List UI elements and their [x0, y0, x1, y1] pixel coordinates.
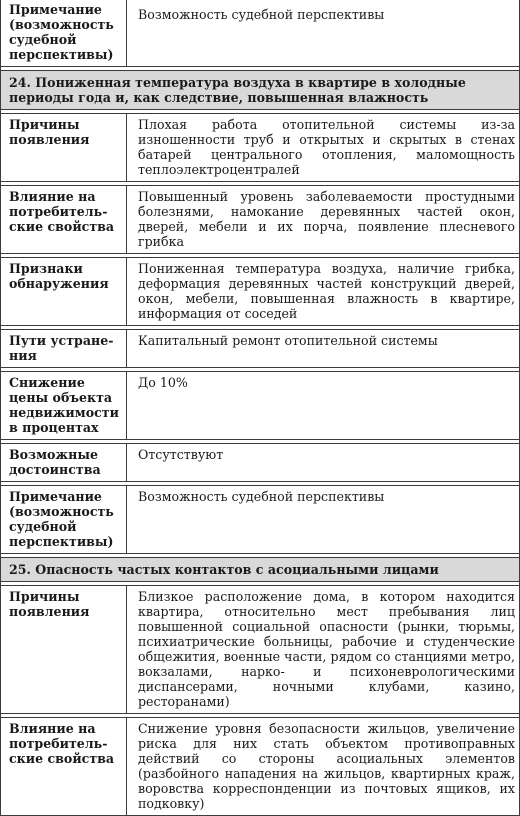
row-value-cell	[127, 586, 520, 714]
table-row	[1, 718, 520, 816]
row-value-cell	[127, 372, 520, 440]
row-value: Близкое расположение дома, в котором находится квартира, относительно мест пребывания лиц повышенной социальной опасности (рынки, тюрьмы, психиатрические больницы, рабочие и студенческие общежития, военные части, рядом со станциями метро, вокзалами, нарко- и психоневрологическими диспансерами, ночными клубами, казино, ресторанами)	[138, 589, 515, 709]
row-value: Повышенный уровень заболеваемости простудными болезнями, намокание деревянных частей окон, дверей, мебели и их порча, появление плесневого грибка	[138, 189, 515, 249]
row-value: Пониженная температура воздуха, наличие грибка, деформация деревянных частей конструкций дверей, окон, мебели, повышенная влажность в квартире, информация от соседей	[138, 261, 515, 321]
table-row	[1, 372, 520, 440]
row-label-cell	[1, 586, 127, 714]
row-value: Отсутствуют	[138, 447, 224, 462]
row-value: Плохая работа отопительной системы из-за изношенности труб и открытых и скрытых в стенах батарей центрального отопления, маломощность теплоэлектроцентралей	[138, 117, 515, 177]
table-row	[1, 258, 520, 326]
row-value: Возможность судебной перспективы	[138, 7, 385, 22]
row-label-cell	[1, 444, 127, 482]
row-value-cell	[127, 718, 520, 816]
row-label: Пути устране- ния	[9, 333, 114, 363]
table-row	[1, 0, 520, 67]
defects-table-body	[1, 0, 520, 816]
row-label: Признаки обнаружения	[9, 261, 109, 291]
section-title: 24. Пониженная температура воздуха в квартире в холодные периоды года и, как следствие, повышенная влажность	[9, 75, 466, 105]
row-value-cell	[127, 258, 520, 326]
table-row	[1, 586, 520, 714]
table-row	[1, 186, 520, 254]
row-label: Снижение цены объекта недвижимости в процентах	[9, 375, 119, 435]
row-value-cell	[127, 0, 520, 67]
row-label: Влияние на потребитель- ские свойства	[9, 189, 115, 234]
row-label: Примечание (возможность судебной перспективы)	[9, 489, 114, 549]
table-row	[1, 330, 520, 368]
table-row	[1, 114, 520, 182]
row-label-cell	[1, 372, 127, 440]
row-label-cell	[1, 330, 127, 368]
row-label-cell	[1, 0, 127, 67]
section-title-cell	[1, 71, 520, 110]
table-row	[1, 486, 520, 554]
row-value-cell	[127, 186, 520, 254]
row-label: Причины появления	[9, 117, 90, 147]
section-title-cell	[1, 558, 520, 582]
row-label-cell	[1, 718, 127, 816]
row-label-cell	[1, 114, 127, 182]
row-value-cell	[127, 486, 520, 554]
row-value: Возможность судебной перспективы	[138, 489, 385, 504]
row-label: Влияние на потребитель- ские свойства	[9, 721, 115, 766]
row-value-cell	[127, 330, 520, 368]
row-label-cell	[1, 258, 127, 326]
row-label: Причины появления	[9, 589, 90, 619]
section-header-25	[1, 558, 520, 582]
row-value: До 10%	[138, 375, 188, 390]
row-label: Примечание (возможность судебной перспективы)	[9, 2, 114, 62]
row-label-cell	[1, 486, 127, 554]
section-header-24	[1, 71, 520, 110]
row-label-cell	[1, 186, 127, 254]
section-title: 25. Опасность частых контактов с асоциальными лицами	[9, 562, 439, 577]
table-row	[1, 444, 520, 482]
row-value: Капитальный ремонт отопительной системы	[138, 333, 438, 348]
row-value-cell	[127, 114, 520, 182]
row-label: Возможные достоинства	[9, 447, 101, 477]
row-value-cell	[127, 444, 520, 482]
row-value: Снижение уровня безопасности жильцов, увеличение риска для них стать объектом противоправных действий со стороны асоциальных элементов (разбойного нападения на жильцов, квартирных краж, воровства корреспонденции из почтовых ящиков, их подковку)	[138, 721, 515, 811]
